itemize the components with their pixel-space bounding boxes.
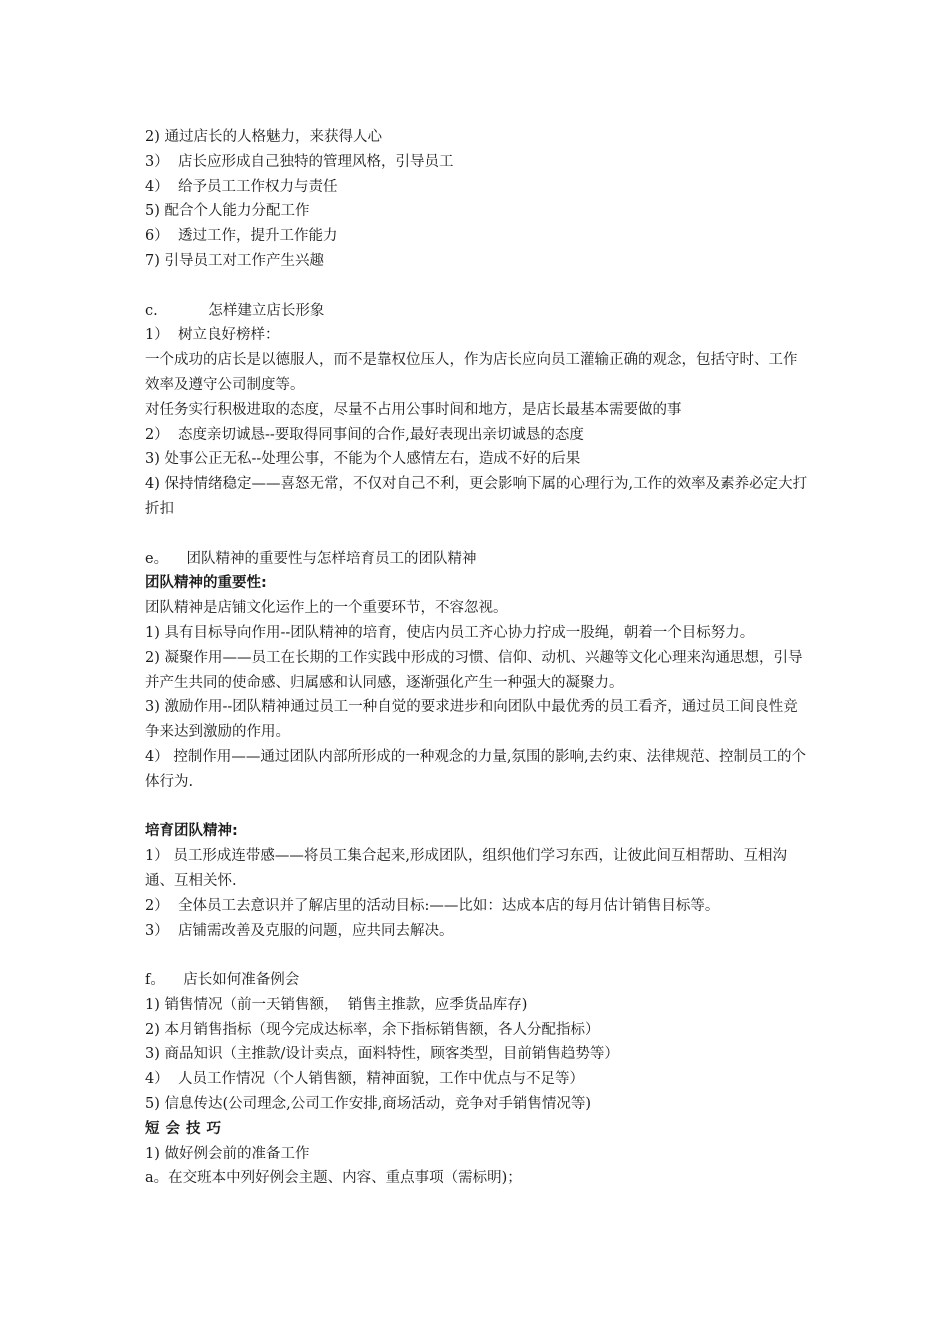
section-e-heading: e。 团队精神的重要性与怎样培育员工的团队精神 — [145, 550, 477, 567]
paragraph: 2） 全体员工去意识并了解店里的活动目标:——比如：达成本店的每月估计销售目标等。 — [145, 897, 720, 914]
paragraph: 4) 保持情绪稳定——喜怒无常，不仅对自己不利，更会影响下属的心理行为,工作的效率及素养必定大打折扣 — [145, 476, 808, 517]
paragraph: 3) 处事公正无私--处理公事，不能为个人感情左右，造成不好的后果 — [145, 451, 581, 468]
paragraph: 1) 具有目标导向作用--团队精神的培育，使店内员工齐心协力拧成一股绳，朝着一个目标努力。 — [145, 624, 755, 641]
list-item: 1) 做好例会前的准备工作 — [145, 1145, 310, 1162]
paragraph: 3） 店铺需改善及克服的问题，应共同去解决。 — [145, 922, 454, 939]
paragraph: 1） 树立良好榜样： — [145, 327, 280, 344]
section-c-heading: c. 怎样建立店长形象 — [145, 302, 325, 319]
list-item: 3) 商品知识（主推款/设计卖点，面料特性，顾客类型，目前销售趋势等） — [145, 1046, 619, 1063]
importance-title: 团队精神的重要性: — [145, 575, 267, 592]
list-item: 5) 信息传达(公司理念,公司工作安排,商场活动，竞争对手销售情况等) — [145, 1096, 592, 1113]
paragraph: 一个成功的店长是以德服人，而不是靠权位压人，作为店长应向员工灌输正确的观念，包括守时、工作效率及遵守公司制度等。 — [145, 352, 798, 393]
paragraph: 2） 态度亲切诚恳--要取得同事间的合作,最好表现出亲切诚恳的态度 — [145, 426, 584, 443]
short-meeting-title: 短会技巧 — [145, 1120, 227, 1137]
spacer — [145, 795, 810, 820]
list-item: 1) 销售情况（前一天销售额， 销售主推款，应季货品库存) — [145, 996, 528, 1013]
list-item: 4） 给予员工工作权力与责任 — [145, 178, 338, 195]
list-item: 5) 配合个人能力分配工作 — [145, 203, 310, 220]
spacer — [145, 274, 810, 299]
list-item: 6） 透过工作，提升工作能力 — [145, 228, 338, 245]
paragraph: 4） 控制作用——通过团队内部所形成的一种观念的力量,氛围的影响,去约束、法律规范、控制员工的个体行为. — [145, 748, 807, 790]
paragraph: 1） 员工形成连带感——将员工集合起来,形成团队，组织他们学习东西，让彼此间互相帮助、互相沟通、互相关怀. — [145, 848, 787, 889]
cultivate-title: 培育团队精神: — [145, 823, 238, 840]
list-item: 3） 店长应形成自己独特的管理风格，引导员工 — [145, 153, 454, 170]
list-item: 2) 通过店长的人格魅力，来获得人心 — [145, 129, 382, 145]
paragraph: 团队精神是店铺文化运作上的一个重要环节，不容忽视。 — [145, 600, 508, 617]
section-f-heading: f。 店长如何准备例会 — [145, 972, 300, 989]
paragraph: 对任务实行积极进取的态度，尽量不占用公事时间和地方，是店长最基本需要做的事 — [145, 401, 682, 418]
paragraph: 3) 激励作用--团队精神通过员工一种自觉的要求进步和向团队中最优秀的员工看齐，通过员工间良性竞争来达到激励的作用。 — [145, 699, 798, 741]
spacer — [145, 943, 810, 968]
document-body — [145, 125, 810, 1191]
paragraph: 2) 凝聚作用——员工在长期的工作实践中形成的习惯、信仰、动机、兴趣等文化心理来沟通思想，引导并产生共同的使命感、归属感和认同感，逐渐强化产生一种强大的凝聚力。 — [145, 649, 803, 691]
list-item: a。在交班本中列好例会主题、内容、重点事项（需标明)； — [145, 1170, 522, 1187]
list-item: 7) 引导员工对工作产生兴趣 — [145, 252, 324, 269]
list-item: 4） 人员工作情况（个人销售额，精神面貌，工作中优点与不足等） — [145, 1071, 584, 1088]
list-item: 2) 本月销售指标（现今完成达标率，余下指标销售额，各人分配指标） — [145, 1021, 600, 1038]
spacer — [145, 522, 810, 547]
